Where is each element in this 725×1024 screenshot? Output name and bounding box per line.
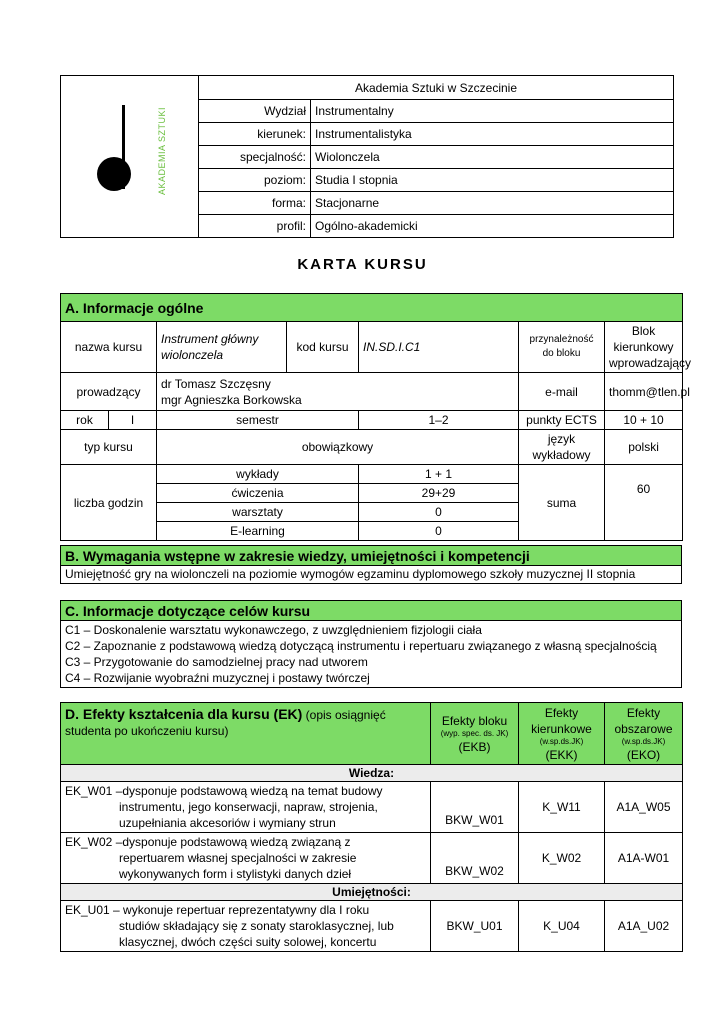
header-value-profil: Ogólno-akademicki [311, 215, 674, 238]
jezyk-label [519, 430, 605, 465]
prowadzacy-line1: dr Tomasz Szczęsny [161, 376, 271, 391]
godz-value-elearning: 0 [359, 522, 519, 541]
section-d-heading-bold: D. Efekty kształcenia dla kursu (EK) [65, 706, 303, 722]
ek-w01-line1: EK_W01 –dysponuje podstawową wiedzą na temat budowy [65, 784, 383, 798]
suma-value: 60 [605, 465, 683, 541]
col-ekk-title1: Efekty [544, 705, 579, 720]
email-value: thomm@tlen.pl [605, 373, 683, 411]
jezyk-value: polski [605, 430, 683, 465]
semestr-value: 1–2 [359, 411, 519, 430]
section-b-table [60, 545, 682, 584]
section-a-table [60, 293, 692, 541]
semestr-label: semestr [157, 411, 359, 430]
header-label-wydzial: Wydział [199, 100, 311, 123]
col-ekk-header [519, 703, 605, 765]
goal-c2: C2 – Zapoznanie z podstawową wiedzą dotyczącą instrumentu i repertuaru związanego z własną specjalnością [65, 639, 657, 653]
kod-kursu-value: IN.SD.I.C1 [359, 322, 519, 373]
suma-label: suma [519, 465, 605, 541]
nazwa-kursu-line1: Instrument główny [161, 332, 259, 346]
ek-u01-ekk: K_U04 [519, 901, 605, 952]
godz-value-cwiczenia: 29+29 [359, 484, 519, 503]
col-ekk-title2: kierunkowe [531, 721, 592, 736]
logo-text: AKADEMIA SZTUKI [157, 106, 167, 195]
rok-label: rok [61, 411, 109, 430]
ek-w02-ekb: BKW_W02 [431, 833, 519, 884]
header-label-forma: forma: [199, 192, 311, 215]
col-ekb-abbr: (EKB) [458, 739, 491, 754]
section-a-heading: A. Informacje ogólne [61, 294, 683, 322]
ek-u01-description [61, 901, 431, 952]
nazwa-kursu-line2: wiolonczela [161, 348, 224, 362]
section-d-heading-rest: (opis osiągnięć studenta po ukończeniu kursu) [65, 708, 386, 738]
ek-w01-description [61, 782, 431, 833]
ek-w02-line2: repertuarem własnej specjalności w zakresie [119, 851, 357, 865]
header-label-poziom: poziom: [199, 169, 311, 192]
header-table [60, 75, 674, 238]
liczba-godzin-label: liczba godzin [61, 465, 157, 541]
goal-c1: C1 – Doskonalenie warsztatu wykonawczego, z uwzględnieniem fizjologii ciała [65, 623, 482, 637]
ek-u01-line2: studiów składający się z sonaty staroklasycznej, lub [119, 919, 394, 933]
col-ekb-title: Efekty bloku [441, 713, 508, 728]
ek-u01-ekb: BKW_U01 [431, 901, 519, 952]
ek-u01-line1: EK_U01 – wykonuje repertuar reprezentatywny dla I roku [65, 903, 370, 917]
ek-w01-ekk: K_W11 [519, 782, 605, 833]
section-c-goals [61, 621, 682, 688]
jezyk-line2: wykładowy [532, 448, 591, 462]
col-eko-abbr: (EKO) [626, 747, 661, 762]
header-label-kierunek: kierunek: [199, 123, 311, 146]
header-label-specjalnosc: specjalność: [199, 146, 311, 169]
ek-w01-line2: instrumentu, jego konserwacji, napraw, strojenia, [119, 800, 378, 814]
email-label: e-mail [519, 373, 605, 411]
col-eko-title1: Efekty [626, 705, 661, 720]
col-ekb-sub: (wyp. spec. ds. JK) [440, 728, 509, 738]
col-ekb-header [431, 703, 519, 765]
header-value-poziom: Studia I stopnia [311, 169, 674, 192]
header-value-wydzial: Instrumentalny [311, 100, 674, 123]
typ-kursu-label: typ kursu [61, 430, 157, 465]
prowadzacy-value [157, 373, 519, 411]
wiedza-subheading: Wiedza: [61, 765, 683, 782]
prowadzacy-label: prowadzący [61, 373, 157, 411]
section-c-heading: C. Informacje dotyczące celów kursu [61, 601, 682, 621]
ek-w02-line1: EK_W02 –dysponuje podstawową wiedzą związaną z [65, 835, 351, 849]
ects-label: punkty ECTS [519, 411, 605, 430]
header-value-kierunek: Instrumentalistyka [311, 123, 674, 146]
section-d-table [60, 702, 683, 952]
col-ekk-sub: (w.sp.ds.JK) [539, 736, 584, 746]
section-b-heading: B. Wymagania wstępne w zakresie wiedzy, umiejętności i kompetencji [61, 546, 682, 566]
typ-kursu-value: obowiązkowy [157, 430, 519, 465]
col-eko-title2: obszarowe [614, 721, 673, 736]
col-eko-header [605, 703, 683, 765]
ek-w02-ekk: K_W02 [519, 833, 605, 884]
section-b-text: Umiejętność gry na wiolonczeli na poziomie wymogów egzaminu dyplomowego szkoły muzycznej II stopnia [61, 566, 682, 584]
ek-w01-ekb: BKW_W01 [431, 782, 519, 833]
jezyk-line1: język [547, 432, 576, 446]
ek-w02-description [61, 833, 431, 884]
umiejetnosci-subheading: Umiejętności: [61, 884, 683, 901]
goal-c3: C3 – Przygotowanie do samodzielnej pracy nad utworem [65, 655, 368, 669]
document-title: KARTA KURSU [297, 256, 428, 273]
przynaleznosc-line2: do bloku [542, 348, 581, 359]
header-value-specjalnosc: Wiolonczela [311, 146, 674, 169]
blok-line2: wprowadzający [609, 356, 692, 370]
col-ekk-abbr: (EKK) [545, 747, 578, 762]
logo-cell [61, 76, 199, 238]
nazwa-kursu-label: nazwa kursu [61, 322, 157, 373]
ek-u01-line3: klasycznej, dwóch części suity solowej, koncertu [119, 935, 377, 949]
godz-label-cwiczenia: ćwiczenia [157, 484, 359, 503]
academy-logo [61, 77, 198, 237]
ects-value: 10 + 10 [605, 411, 683, 430]
logo-circle [97, 157, 131, 191]
godz-value-wyklady: 1 + 1 [359, 465, 519, 484]
academy-name: Akademia Sztuki w Szczecinie [199, 76, 674, 100]
header-label-profil: profil: [199, 215, 311, 238]
nazwa-kursu-value [157, 322, 287, 373]
col-eko-sub: (w.sp.ds.JK) [621, 736, 666, 746]
rok-value: I [109, 411, 157, 430]
ek-w02-line3: wykonywanych form i stylistyki danych dzieł [119, 867, 352, 881]
godz-label-warsztaty: warsztaty [157, 503, 359, 522]
ek-w01-eko: A1A_W05 [605, 782, 683, 833]
przynaleznosc-label [519, 322, 605, 373]
kod-kursu-label: kod kursu [287, 322, 359, 373]
ek-w01-line3: uzupełniania akcesoriów i wymiany strun [119, 816, 336, 830]
godz-value-warsztaty: 0 [359, 503, 519, 522]
prowadzacy-line2: mgr Agnieszka Borkowska [161, 392, 302, 407]
przynaleznosc-line1: przynależność [529, 334, 594, 345]
blok-value [605, 322, 692, 373]
section-c-table [60, 600, 682, 688]
header-value-forma: Stacjonarne [311, 192, 674, 215]
section-d-heading [61, 703, 431, 765]
godz-label-elearning: E-learning [157, 522, 359, 541]
blok-line1: Blok kierunkowy [613, 324, 674, 354]
godz-label-wyklady: wykłady [157, 465, 359, 484]
goal-c4: C4 – Rozwijanie wyobraźni muzycznej i postawy twórczej [65, 671, 370, 685]
ek-u01-eko: A1A_U02 [605, 901, 683, 952]
ek-w02-eko: A1A-W01 [605, 833, 683, 884]
